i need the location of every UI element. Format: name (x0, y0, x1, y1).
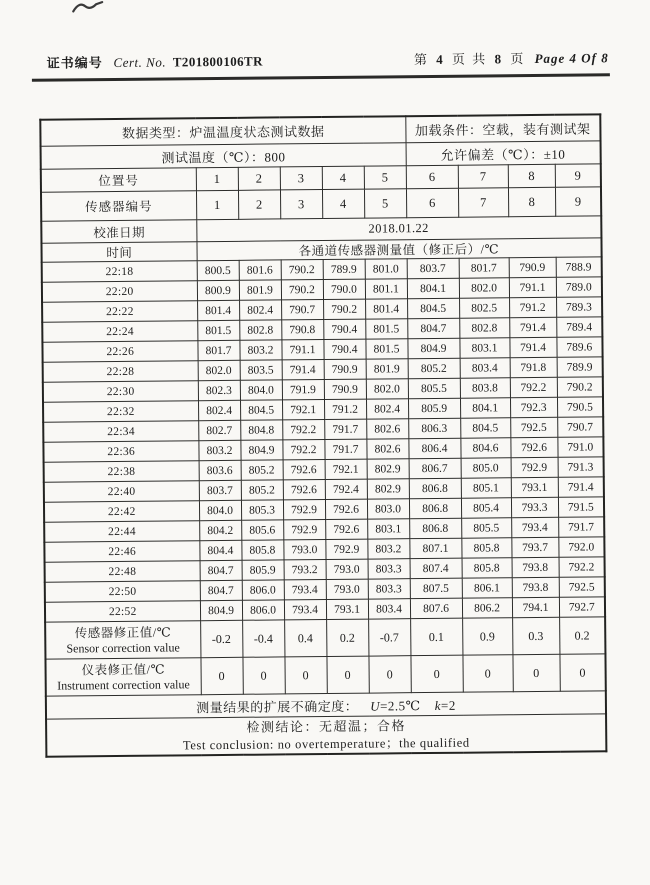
page-mid: 页 共 (451, 51, 488, 67)
reading-value-cell: 804.9 (200, 600, 242, 620)
reading-value-cell: 791.2 (324, 399, 366, 419)
reading-value-cell: 791.8 (510, 357, 557, 377)
reading-value-cell: 801.5 (365, 319, 407, 339)
reading-value-cell: 806.2 (462, 598, 512, 618)
reading-value-cell: 793.0 (283, 540, 325, 560)
instrument-correction-value-cell: 0 (411, 655, 463, 692)
reading-value-cell: 804.4 (199, 540, 241, 560)
instrument-correction-value-cell: 0 (200, 657, 242, 694)
reading-value-cell: 791.1 (509, 277, 556, 297)
reading-value-cell: 792.1 (325, 459, 367, 479)
instrument-correction-value-cell: 0 (242, 657, 284, 694)
reading-value-cell: 801.1 (365, 279, 407, 299)
page-total: 8 (494, 51, 504, 67)
time-cell: 22:32 (43, 401, 198, 422)
instrument-correction-value-cell: 0 (326, 656, 368, 693)
reading-value-cell: 791.7 (558, 517, 604, 537)
reading-value-cell: 801.5 (197, 320, 239, 340)
uncertainty-prefix: 测量结果的扩展不确定度： (196, 698, 359, 715)
reading-value-cell: 790.5 (557, 397, 603, 417)
reading-value-cell: 790.4 (323, 319, 365, 339)
readings-body (42, 257, 605, 622)
reading-value-cell: 792.2 (282, 420, 324, 440)
reading-value-cell: 792.5 (510, 417, 557, 437)
reading-value-cell: 805.9 (242, 560, 284, 580)
reading-value-cell: 804.0 (240, 380, 282, 400)
reading-value-cell: 792.6 (283, 480, 325, 500)
reading-value-cell: 802.3 (198, 380, 240, 400)
reading-value-cell: 803.8 (460, 378, 510, 398)
reading-value-cell: 801.5 (365, 339, 407, 359)
reading-value-cell: 793.1 (326, 599, 368, 619)
cert-label-en: Cert. No. (113, 54, 167, 71)
reading-value-cell: 804.1 (407, 278, 459, 298)
time-cell: 22:40 (44, 481, 199, 502)
reading-value-cell: 791.9 (282, 380, 324, 400)
sensor-label-cell: 传感器编号 (41, 191, 196, 221)
reading-value-cell: 802.7 (198, 420, 240, 440)
reading-value-cell: 803.4 (460, 358, 510, 378)
conclusion-row (46, 714, 606, 757)
reading-value-cell: 803.6 (199, 460, 241, 480)
reading-value-cell: 801.4 (365, 299, 407, 319)
instrument-correction-row (45, 654, 605, 696)
reading-value-cell: 805.8 (241, 540, 283, 560)
reading-value-cell: 792.3 (510, 397, 557, 417)
conclusion-cn: 检测结论：无超温；合格 (246, 718, 406, 735)
reading-value-cell: 791.4 (558, 477, 604, 497)
reading-value-cell: 790.0 (323, 279, 365, 299)
reading-value-cell: 800.5 (197, 260, 239, 280)
cert-number: T201800106TR (172, 53, 263, 70)
reading-value-cell: 790.7 (557, 417, 603, 437)
reading-value-cell: 805.4 (461, 498, 511, 518)
reading-value-cell: 802.4 (239, 300, 281, 320)
reading-value-cell: 789.0 (556, 277, 602, 297)
header-divider-rule (32, 73, 610, 82)
reading-value-cell: 805.5 (461, 518, 511, 538)
reading-value-cell: 791.1 (281, 340, 323, 360)
instrument-correction-value-cell: 0 (559, 654, 605, 691)
reading-value-cell: 801.0 (365, 259, 407, 279)
reading-value-cell: 790.2 (557, 377, 603, 397)
sensor-correction-value-cell: 0.4 (284, 619, 326, 656)
reading-value-cell: 792.7 (559, 597, 605, 617)
uncertainty-k-value: =2 (440, 697, 456, 713)
sensor-number-cell: 9 (555, 187, 601, 216)
reading-value-cell: 791.7 (324, 439, 366, 459)
conclusion-en: Test conclusion: no overtemperature；the qualified (182, 735, 470, 753)
position-label-cell: 位置号 (41, 168, 196, 192)
sensor-correction-value-cell: 0.2 (326, 619, 368, 656)
reading-value-cell: 803.1 (367, 519, 409, 539)
reading-value-cell: 790.4 (323, 339, 365, 359)
reading-value-cell: 804.5 (460, 418, 510, 438)
calibration-date-value-cell: 2018.01.22 (196, 216, 601, 242)
sensor-correction-value-cell: -0.7 (368, 619, 410, 656)
reading-value-cell: 804.7 (200, 580, 242, 600)
reading-value-cell: 801.4 (197, 300, 239, 320)
reading-value-cell: 791.3 (558, 457, 604, 477)
reading-value-cell: 804.5 (407, 298, 459, 318)
load-condition-cell: 加载条件：空载，装有测试架 (405, 114, 600, 142)
reading-value-cell: 802.6 (366, 419, 408, 439)
reading-value-cell: 805.3 (241, 500, 283, 520)
reading-value-cell: 790.9 (324, 359, 366, 379)
reading-value-cell: 789.9 (557, 357, 603, 377)
reading-value-cell: 793.1 (511, 477, 558, 497)
sensor-correction-label-cn: 传感器修正值/℃ (74, 624, 172, 640)
reading-value-cell: 800.9 (197, 280, 239, 300)
reading-value-cell: 803.4 (368, 599, 410, 619)
reading-value-cell: 803.7 (407, 258, 459, 278)
uncertainty-k-symbol: k (434, 697, 442, 713)
reading-value-cell: 790.2 (281, 260, 323, 280)
sensor-number-cell: 4 (322, 189, 364, 218)
sensor-correction-row (45, 617, 605, 659)
page-number-en: Page 4 Of 8 (534, 50, 609, 66)
reading-value-cell: 792.6 (510, 437, 557, 457)
time-cell: 22:24 (42, 321, 197, 342)
reading-value-cell: 806.1 (462, 578, 512, 598)
reading-value-cell: 788.9 (556, 257, 602, 277)
reading-value-cell: 793.2 (284, 560, 326, 580)
reading-value-cell: 805.2 (408, 358, 460, 378)
position-number-cell: 8 (508, 164, 555, 187)
cert-number-line (47, 51, 263, 72)
reading-value-cell: 801.9 (366, 359, 408, 379)
reading-value-cell: 790.2 (323, 299, 365, 319)
reading-value-cell: 790.8 (281, 320, 323, 340)
reading-value-cell: 793.4 (284, 600, 326, 620)
reading-value-cell: 802.4 (198, 400, 240, 420)
sensor-correction-value-cell: 0.9 (462, 618, 512, 655)
reading-value-cell: 792.9 (511, 457, 558, 477)
calibration-date-label-cell: 校准日期 (41, 220, 196, 243)
reading-value-cell: 792.6 (325, 499, 367, 519)
position-number-cell: 1 (196, 167, 238, 190)
reading-value-cell: 802.0 (198, 360, 240, 380)
reading-value-cell: 793.4 (511, 517, 558, 537)
reading-value-cell: 790.7 (281, 300, 323, 320)
reading-value-cell: 792.0 (558, 537, 604, 557)
allowed-deviation-cell: 允许偏差（℃）：±10 (406, 141, 601, 166)
reading-value-cell: 793.3 (511, 497, 558, 517)
reading-value-cell: 802.8 (239, 320, 281, 340)
sensor-number-cell: 1 (196, 190, 238, 219)
handwritten-mark (70, 0, 104, 19)
position-number-cell: 7 (458, 165, 508, 188)
uncertainty-u-value: =2.5℃ (379, 697, 421, 713)
reading-value-cell: 792.9 (283, 520, 325, 540)
time-cell: 22:48 (45, 561, 200, 582)
reading-value-cell: 807.1 (409, 538, 461, 558)
reading-value-cell: 792.6 (325, 519, 367, 539)
reading-value-cell: 791.4 (282, 360, 324, 380)
reading-value-cell: 805.8 (462, 558, 512, 578)
sensor-number-cell: 8 (508, 187, 555, 216)
reading-value-cell: 806.0 (242, 580, 284, 600)
reading-value-cell: 802.6 (366, 439, 408, 459)
sensor-correction-value-cell: 0.3 (512, 617, 559, 654)
sensor-number-cell: 5 (364, 189, 406, 218)
reading-value-cell: 807.4 (410, 558, 462, 578)
reading-value-cell: 804.1 (460, 398, 510, 418)
reading-value-cell: 803.2 (198, 440, 240, 460)
reading-value-cell: 802.9 (367, 479, 409, 499)
time-cell: 22:50 (45, 581, 200, 602)
reading-value-cell: 802.0 (459, 278, 509, 298)
reading-value-cell: 789.9 (323, 259, 365, 279)
sensor-correction-value-cell: 0.2 (559, 617, 605, 654)
page-number-line (414, 47, 609, 68)
position-number-cell: 5 (364, 166, 406, 189)
reading-value-cell: 802.9 (367, 459, 409, 479)
reading-value-cell: 791.7 (324, 419, 366, 439)
reading-value-cell: 804.7 (407, 318, 459, 338)
reading-value-cell: 792.2 (282, 440, 324, 460)
time-cell: 22:18 (42, 261, 197, 282)
position-number-cell: 9 (555, 164, 601, 187)
time-cell: 22:42 (44, 501, 199, 522)
reading-value-cell: 792.9 (283, 500, 325, 520)
reading-value-cell: 805.5 (408, 378, 460, 398)
sensor-number-cell: 2 (238, 190, 280, 219)
reading-value-cell: 791.4 (509, 317, 556, 337)
reading-value-cell: 792.6 (283, 460, 325, 480)
reading-value-cell: 805.2 (241, 460, 283, 480)
time-cell: 22:52 (45, 601, 200, 622)
sensor-correction-label-en: Sensor correction value (66, 639, 180, 655)
reading-value-cell: 804.5 (240, 400, 282, 420)
reading-value-cell: 789.4 (556, 317, 602, 337)
reading-value-cell: 802.0 (366, 379, 408, 399)
reading-value-cell: 801.7 (459, 258, 509, 278)
instrument-correction-value-cell: 0 (513, 654, 560, 691)
reading-value-cell: 802.8 (459, 318, 509, 338)
reading-value-cell: 792.2 (510, 377, 557, 397)
reading-value-cell: 805.1 (461, 478, 511, 498)
position-number-cell: 2 (238, 167, 280, 190)
sensor-number-cell: 6 (406, 188, 458, 217)
reading-value-cell: 804.9 (240, 440, 282, 460)
test-data-table (39, 113, 607, 757)
sensor-correction-value-cell: 0.1 (410, 618, 462, 655)
reading-value-cell: 804.7 (200, 560, 242, 580)
reading-value-cell: 805.8 (461, 538, 511, 558)
time-label-cell: 时间 (41, 242, 196, 262)
sensor-number-cell: 3 (280, 190, 322, 219)
reading-value-cell: 807.5 (410, 578, 462, 598)
reading-value-cell: 793.0 (326, 559, 368, 579)
channel-header-cell: 各通道传感器测量值（修正后）/℃ (196, 238, 601, 261)
reading-value-cell: 791.4 (509, 337, 556, 357)
reading-value-cell: 792.1 (282, 400, 324, 420)
reading-value-cell: 804.0 (199, 500, 241, 520)
reading-value-cell: 801.7 (197, 340, 239, 360)
reading-value-cell: 793.4 (284, 580, 326, 600)
reading-value-cell: 806.4 (408, 438, 460, 458)
reading-value-cell: 801.9 (239, 280, 281, 300)
reading-value-cell: 806.0 (242, 600, 284, 620)
reading-value-cell: 791.5 (558, 497, 604, 517)
position-number-cell: 6 (406, 165, 458, 188)
reading-value-cell: 791.0 (557, 437, 603, 457)
reading-value-cell: 802.4 (366, 399, 408, 419)
instrument-correction-value-cell: 0 (463, 655, 513, 692)
reading-value-cell: 792.5 (559, 577, 605, 597)
reading-value-cell: 804.6 (460, 438, 510, 458)
time-cell: 22:44 (44, 521, 199, 542)
time-cell: 22:30 (43, 381, 198, 402)
conclusion-cell (46, 714, 606, 757)
time-cell: 22:38 (44, 461, 199, 482)
reading-value-cell: 804.2 (199, 520, 241, 540)
time-cell: 22:34 (43, 421, 198, 442)
reading-value-cell: 806.8 (409, 518, 461, 538)
reading-value-cell: 790.9 (509, 257, 556, 277)
sensor-correction-value-cell: -0.2 (200, 620, 242, 657)
reading-value-cell: 805.9 (408, 398, 460, 418)
cert-label-cn: 证书编号 (46, 55, 103, 71)
reading-value-cell: 803.2 (367, 539, 409, 559)
sensor-correction-label-cell (45, 621, 200, 659)
reading-value-cell: 806.8 (409, 478, 461, 498)
uncertainty-u-symbol: U (370, 697, 381, 714)
reading-value-cell: 793.8 (512, 577, 559, 597)
reading-value-cell: 805.2 (241, 480, 283, 500)
instrument-correction-value-cell: 0 (284, 656, 326, 693)
time-cell: 22:46 (44, 541, 199, 562)
reading-value-cell: 806.7 (409, 458, 461, 478)
reading-value-cell: 801.6 (239, 260, 281, 280)
reading-value-cell: 803.3 (368, 579, 410, 599)
instrument-correction-label-cell (45, 658, 200, 696)
reading-value-cell: 804.9 (407, 338, 459, 358)
time-cell: 22:36 (43, 441, 198, 462)
time-cell: 22:28 (43, 361, 198, 382)
reading-value-cell: 806.3 (408, 418, 460, 438)
position-number-cell: 3 (280, 167, 322, 190)
reading-value-cell: 793.7 (511, 537, 558, 557)
position-number-cell: 4 (322, 166, 364, 189)
page-number: 4 (436, 51, 445, 67)
page-post: 页 (510, 51, 526, 67)
reading-value-cell: 803.0 (367, 499, 409, 519)
time-cell: 22:20 (42, 281, 197, 302)
instrument-correction-label-en: Instrument correction value (57, 676, 190, 693)
reading-value-cell: 792.4 (325, 479, 367, 499)
reading-value-cell: 792.2 (559, 557, 605, 577)
reading-value-cell: 805.6 (241, 520, 283, 540)
reading-value-cell: 791.2 (509, 297, 556, 317)
reading-value-cell: 792.9 (325, 539, 367, 559)
reading-value-cell: 790.9 (324, 379, 366, 399)
reading-value-cell: 793.0 (326, 579, 368, 599)
time-cell: 22:22 (42, 301, 197, 322)
reading-value-cell: 806.8 (409, 498, 461, 518)
reading-value-cell: 789.6 (556, 337, 602, 357)
instrument-correction-label-cn: 仪表修正值/℃ (81, 662, 166, 677)
test-temp-cell: 测试温度（℃）：800 (41, 143, 406, 170)
reading-value-cell: 789.3 (556, 297, 602, 317)
reading-value-cell: 790.2 (281, 280, 323, 300)
sensor-correction-value-cell: -0.4 (242, 620, 284, 657)
reading-value-cell: 804.8 (240, 420, 282, 440)
reading-value-cell: 802.5 (459, 298, 509, 318)
reading-value-cell: 807.6 (410, 598, 462, 618)
reading-value-cell: 793.8 (512, 557, 559, 577)
reading-value-cell: 803.7 (199, 480, 241, 500)
sensor-number-cell: 7 (458, 188, 508, 217)
page-pre: 第 (413, 51, 430, 68)
reading-value-cell: 794.1 (512, 597, 559, 617)
instrument-correction-value-cell: 0 (368, 656, 410, 693)
reading-value-cell: 803.1 (459, 338, 509, 358)
reading-value-cell: 803.5 (240, 360, 282, 380)
reading-value-cell: 803.3 (368, 559, 410, 579)
data-type-cell: 数据类型：炉温温度状态测试数据 (40, 116, 405, 146)
time-cell: 22:26 (42, 341, 197, 362)
page-header (47, 47, 609, 71)
reading-value-cell: 803.2 (239, 340, 281, 360)
reading-value-cell: 805.0 (461, 458, 511, 478)
